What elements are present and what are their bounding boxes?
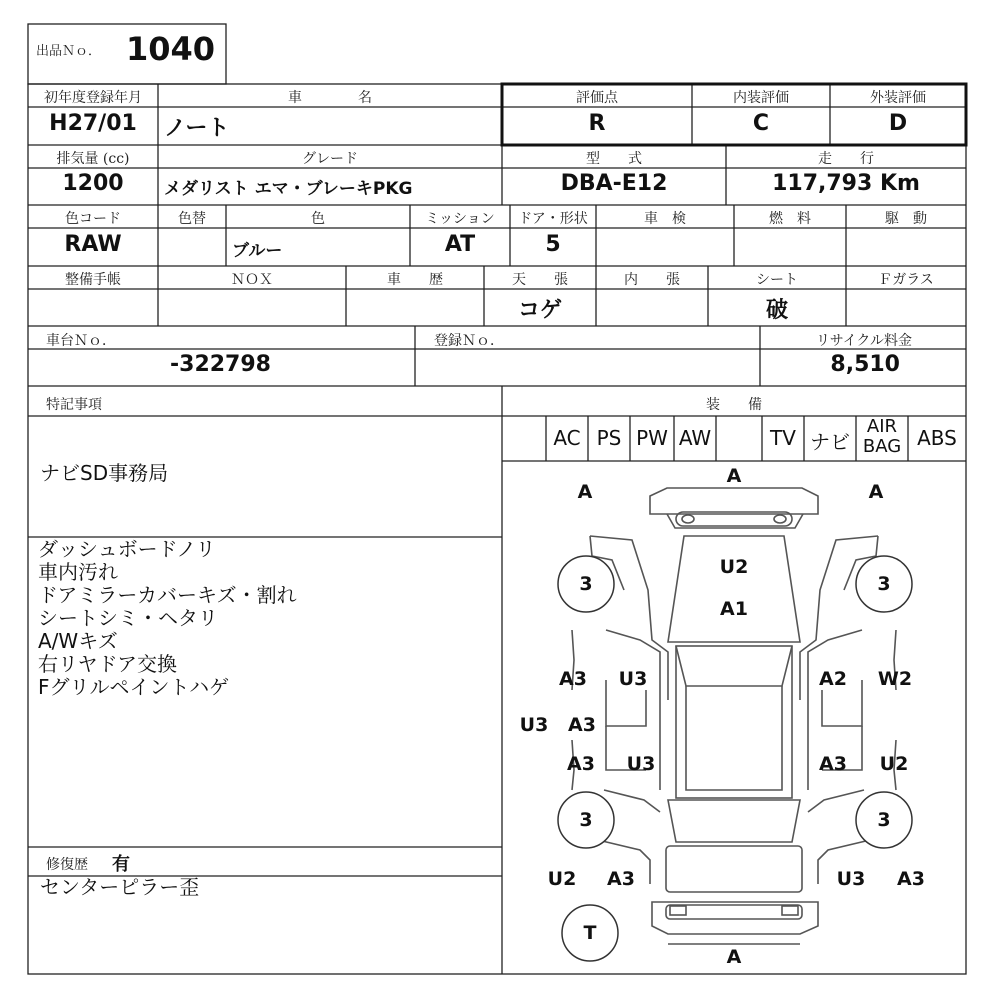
drive-label: 駆 動 xyxy=(885,211,927,227)
recycle-label: リサイクル料金 xyxy=(815,333,913,349)
note-line: シートシミ・ヘタリ xyxy=(38,606,218,630)
history-label: 車 歴 xyxy=(387,272,443,288)
equipment-aw: AW xyxy=(678,426,712,450)
exterior-label: 外装評価 xyxy=(870,90,926,106)
mark-rear-right-2: A3 xyxy=(897,868,925,890)
mark-top-center: A xyxy=(726,465,742,487)
mark-rear-left-2: A3 xyxy=(607,868,635,890)
reg-year-value: H27/01 xyxy=(49,111,137,136)
repair-value: 有 xyxy=(112,854,130,875)
inspection-label: 車 検 xyxy=(644,211,686,227)
displacement-label: 排気量 (cc) xyxy=(56,151,130,167)
note-line: ドアミラーカバーキズ・割れ xyxy=(38,583,297,607)
equipment-airbag: AIR BAG xyxy=(862,416,902,457)
nox-label: ＮＯＸ xyxy=(231,272,273,288)
mark-left-pillar-2: A3 xyxy=(568,714,596,736)
door-label: ドア・形状 xyxy=(518,211,588,227)
model-label: 型 式 xyxy=(586,151,642,167)
repair-detail: センターピラー歪 xyxy=(40,875,200,899)
car-name-label: 車 名 xyxy=(288,90,372,106)
mark-front-left-corner: A xyxy=(577,481,593,503)
mark-front-left-wheel: 3 xyxy=(579,573,593,595)
interior-value: C xyxy=(752,111,770,136)
mark-right-rear-door-2: U2 xyxy=(879,753,909,775)
displacement-value: 1200 xyxy=(62,171,124,196)
equipment-ac: AC xyxy=(553,426,581,450)
mark-spare-tire: T xyxy=(583,922,597,944)
registration-label: 登録Ｎｏ． xyxy=(434,333,504,349)
interior-label: 内装評価 xyxy=(733,90,789,106)
lot-label: 出品Ｎｏ． xyxy=(36,44,102,59)
mark-rear-left-wheel: 3 xyxy=(579,809,593,831)
score-label: 評価点 xyxy=(576,90,618,106)
repair-label: 修復歴 xyxy=(46,857,88,873)
seat-label: シート xyxy=(756,272,798,288)
note-line: Fグリルペイントハゲ xyxy=(38,675,230,699)
f-glass-label: Ｆガラス xyxy=(878,272,934,288)
mark-front-right-corner: A xyxy=(868,481,884,503)
mark-rear-right-wheel: 3 xyxy=(877,809,891,831)
mark-right-front-door-2: W2 xyxy=(877,668,913,690)
ceiling-value: コゲ xyxy=(517,298,562,323)
note-line: 車内汚れ xyxy=(38,560,118,584)
mark-windshield-1: U2 xyxy=(719,556,749,578)
mark-left-rear-door-1: A3 xyxy=(567,753,595,775)
model-value: DBA-E12 xyxy=(560,171,668,196)
reg-year-label: 初年度登録年月 xyxy=(44,90,142,106)
mission-label: ミッション xyxy=(425,211,495,227)
color-change-label: 色替 xyxy=(178,211,206,227)
color-value: ブルー xyxy=(232,241,283,261)
notes-top: ナビSD事務局 xyxy=(40,461,169,485)
mark-left-rear-door-2: U3 xyxy=(626,753,656,775)
seat-value: 破 xyxy=(765,298,788,323)
equipment-pw: PW xyxy=(636,426,668,450)
equipment-abs: ABS xyxy=(917,426,957,450)
mark-rear-right-1: U3 xyxy=(836,868,866,890)
lot-number: 1040 xyxy=(126,30,216,68)
color-code-value: RAW xyxy=(64,232,122,257)
maintenance-label: 整備手帳 xyxy=(65,272,121,288)
note-line: A/Wキズ xyxy=(38,629,118,653)
mark-left-pillar-1: U3 xyxy=(519,714,549,736)
mark-left-front-door-2: U3 xyxy=(618,668,648,690)
color-code-label: 色コード xyxy=(65,211,121,227)
recycle-value: 8,510 xyxy=(830,352,900,377)
mileage-value: 117,793 Km xyxy=(772,171,920,196)
color-label: 色 xyxy=(311,211,325,227)
mark-rear-left-1: U2 xyxy=(547,868,577,890)
mark-left-front-door-1: A3 xyxy=(559,668,587,690)
chassis-value: -322798 xyxy=(170,352,271,377)
mileage-label: 走 行 xyxy=(818,151,874,167)
mark-right-rear-door-1: A3 xyxy=(819,753,847,775)
chassis-label: 車台Ｎｏ． xyxy=(46,333,116,349)
ceiling-label: 天 張 xyxy=(512,272,568,288)
mark-bottom-center: A xyxy=(726,946,742,968)
equipment-label: 装 備 xyxy=(706,397,762,413)
equipment-tv: TV xyxy=(770,426,796,450)
note-line: ダッシュボードノリ xyxy=(38,537,216,561)
score-value: R xyxy=(588,111,606,136)
interior-trim-label: 内 張 xyxy=(624,272,680,288)
exterior-value: D xyxy=(888,111,908,136)
note-line: 右リヤドア交換 xyxy=(38,652,177,676)
grade-value: メダリスト エマ・ブレーキPKG xyxy=(164,179,413,199)
equipment-navi: ナビ xyxy=(810,430,850,454)
car-name-value: ノート xyxy=(164,116,230,141)
mark-right-front-door-1: A2 xyxy=(819,668,847,690)
fuel-label: 燃 料 xyxy=(769,211,811,227)
mark-front-right-wheel: 3 xyxy=(877,573,891,595)
mark-windshield-2: A1 xyxy=(720,598,748,620)
notes-list xyxy=(38,538,297,699)
door-value: 5 xyxy=(545,232,561,257)
equipment-ps: PS xyxy=(596,426,622,450)
grade-label: グレード xyxy=(302,151,358,167)
notes-label: 特記事項 xyxy=(46,397,102,413)
mission-value: AT xyxy=(444,232,476,257)
